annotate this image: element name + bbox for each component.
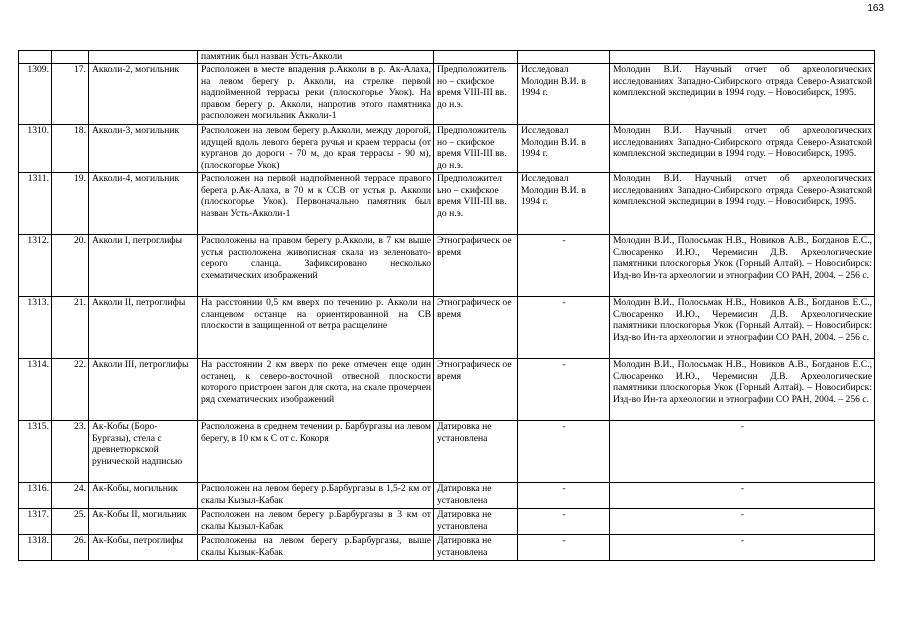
table-row bbox=[19, 483, 875, 509]
monument-name: Акколи III, петроглифы bbox=[89, 359, 198, 421]
monument-literature: - bbox=[610, 509, 875, 535]
row-number: 1316. bbox=[19, 483, 52, 509]
monument-literature: Молодин В.И. Научный отчет об археологических исследованиях Западно-Сибирского отряда Северо-Азиатской комплексной экспедиции в 1994 году. – Новосибирск, 1995. bbox=[610, 173, 875, 235]
monument-name: Акколи-2, могильник bbox=[89, 64, 198, 125]
table-row bbox=[19, 509, 875, 535]
item-number: 24. bbox=[52, 483, 89, 509]
monument-literature: - bbox=[610, 421, 875, 483]
row-number: 1315. bbox=[19, 421, 52, 483]
empty-cell bbox=[610, 51, 875, 64]
monument-location: Расположен в месте впадения р.Акколи в р. Ак-Алаха, на левом берегу р. Акколи, на стрелке первой надпойменной террасы реки (плоскогорье Укок). На правом берегу р. Акколи, напротив этого памятника расположен могильник Акколи-1 bbox=[198, 64, 434, 125]
monument-name: Ак-Кобы, могильник bbox=[89, 483, 198, 509]
row-number: 1314. bbox=[19, 359, 52, 421]
empty-cell bbox=[19, 51, 52, 64]
monument-location: На расстоянии 0,5 км вверх по течению р. Акколи на сланцевом останце на ориентированной на СВ плоскости в защищенной от ветра расщелине bbox=[198, 297, 434, 359]
monument-name: Ак-Кобы (Боро-Бургазы), стела с древнетюркской рунической надписью bbox=[89, 421, 198, 483]
monument-dating: Датировка не установлена bbox=[434, 421, 518, 483]
monument-researcher: - bbox=[518, 235, 610, 297]
monument-researcher: - bbox=[518, 297, 610, 359]
table-row bbox=[19, 173, 875, 235]
item-number: 23. bbox=[52, 421, 89, 483]
row-number: 1309. bbox=[19, 64, 52, 125]
monument-name: Акколи II, петроглифы bbox=[89, 297, 198, 359]
item-number: 17. bbox=[52, 64, 89, 125]
monument-dating: Этнографическ ое время bbox=[434, 359, 518, 421]
monument-dating: Предположитель но – скифское время VIII-III вв. до н.э. bbox=[434, 125, 518, 173]
item-number: 20. bbox=[52, 235, 89, 297]
monument-dating: Этнографическ ое время bbox=[434, 297, 518, 359]
monument-location: Расположены на правом берегу р.Акколи, в 7 км выше устья расположена живописная скала из зеленовато-серого сланца. Зафиксировано несколько схематических изображений bbox=[198, 235, 434, 297]
continuation-text: памятник был назван Усть-Акколи bbox=[198, 51, 434, 64]
table-row bbox=[19, 64, 875, 125]
monument-literature: Молодин В.И., Полосьмак Н.В., Новиков А.В., Богданов Е.С., Слюсаренко И.Ю., Черемисин Д.В. Археологические памятники плоскогорья Укок (Горный Алтай). – Новосибирск: Изд-во Ин-та археологии и этнографии СО РАН, 2004. – 256 с. bbox=[610, 297, 875, 359]
item-number: 26. bbox=[52, 535, 89, 561]
monument-dating: Предположител ьно – скифское время VIII-III вв. до н.э. bbox=[434, 173, 518, 235]
table-row bbox=[19, 359, 875, 421]
row-number: 1317. bbox=[19, 509, 52, 535]
row-number: 1313. bbox=[19, 297, 52, 359]
monument-location: На расстоянии 2 км вверх по реке отмечен еще один останец, к северо-восточной отвесной плоскости которого пристроен загон для скота, на скале прочерчен ряд схематических изображений bbox=[198, 359, 434, 421]
table-row bbox=[19, 535, 875, 561]
monument-location: Расположен на левом берегу р.Барбургазы в 3 км от скалы Кызыл-Кабак bbox=[198, 509, 434, 535]
row-number: 1312. bbox=[19, 235, 52, 297]
monument-literature: Молодин В.И. Научный отчет об археологических исследованиях Западно-Сибирского отряда Северо-Азиатской комплексной экспедиции в 1994 году. – Новосибирск, 1995. bbox=[610, 125, 875, 173]
empty-cell bbox=[434, 51, 518, 64]
item-number: 18. bbox=[52, 125, 89, 173]
monument-researcher: Исследовал Молодин В.И. в 1994 г. bbox=[518, 64, 610, 125]
table-row bbox=[19, 297, 875, 359]
monument-location: Расположены на левом берегу р.Барбургазы, выше скалы Кызык-Кабак bbox=[198, 535, 434, 561]
empty-cell bbox=[518, 51, 610, 64]
monument-location: Расположен на левом берегу р.Барбургазы в 1,5-2 км от скалы Кызыл-Кабак bbox=[198, 483, 434, 509]
row-number: 1310. bbox=[19, 125, 52, 173]
monument-researcher: - bbox=[518, 359, 610, 421]
row-number: 1311. bbox=[19, 173, 52, 235]
empty-cell bbox=[52, 51, 89, 64]
monument-location: Расположен на первой надпойменной террасе правого берега р.Ак-Алаха, в 70 м к ССВ от устья р. Акколи (плоскогорье Укок). Первоначально памятник был назван Усть-Акколи-1 bbox=[198, 173, 434, 235]
row-number: 1318. bbox=[19, 535, 52, 561]
monument-researcher: - bbox=[518, 509, 610, 535]
item-number: 22. bbox=[52, 359, 89, 421]
table-row bbox=[19, 125, 875, 173]
monument-literature: Молодин В.И. Научный отчет об археологических исследованиях Западно-Сибирского отряда Северо-Азиатской комплексной экспедиции в 1994 году. – Новосибирск, 1995. bbox=[610, 64, 875, 125]
table-row bbox=[19, 235, 875, 297]
monument-name: Ак-Кобы II, могильник bbox=[89, 509, 198, 535]
monument-literature: - bbox=[610, 535, 875, 561]
monument-dating: Датировка не установлена bbox=[434, 535, 518, 561]
item-number: 21. bbox=[52, 297, 89, 359]
item-number: 25. bbox=[52, 509, 89, 535]
monument-dating: Этнографическ ое время bbox=[434, 235, 518, 297]
monument-name: Акколи-4, могильник bbox=[89, 173, 198, 235]
monument-location: Расположена в среднем течении р. Барбургазы на левом берегу, в 10 км к С от с. Кокоря bbox=[198, 421, 434, 483]
continuation-row bbox=[19, 51, 875, 64]
monument-researcher: - bbox=[518, 483, 610, 509]
monument-researcher: Исследовал Молодин В.И. в 1994 г. bbox=[518, 125, 610, 173]
monument-location: Расположен на левом берегу р.Акколи, между дорогой, идущей вдоль левого берега ручья и краем террасы (от курганов до дороги - 70 м, до края террасы - 90 м), (плоскогорье Укок) bbox=[198, 125, 434, 173]
table-row bbox=[19, 421, 875, 483]
monument-dating: Датировка не установлена bbox=[434, 483, 518, 509]
item-number: 19. bbox=[52, 173, 89, 235]
monument-dating: Датировка не установлена bbox=[434, 509, 518, 535]
monument-literature: - bbox=[610, 483, 875, 509]
empty-cell bbox=[89, 51, 198, 64]
monument-name: Акколи-3, могильник bbox=[89, 125, 198, 173]
monument-literature: Молодин В.И., Полосьмак Н.В., Новиков А.В., Богданов Е.С., Слюсаренко И.Ю., Черемисин Д.В. Археологические памятники плоскогорья Укок (Горный Алтай). – Новосибирск: Изд-во Ин-та археологии и этнографии СО РАН, 2004. – 256 с. bbox=[610, 359, 875, 421]
monument-researcher: - bbox=[518, 535, 610, 561]
monument-name: Акколи I, петроглифы bbox=[89, 235, 198, 297]
monuments-table bbox=[18, 50, 875, 561]
monument-researcher: - bbox=[518, 421, 610, 483]
monument-literature: Молодин В.И., Полосьмак Н.В., Новиков А.В., Богданов Е.С., Слюсаренко И.Ю., Черемисин Д.В. Археологические памятники плоскогорья Укок (Горный Алтай). – Новосибирск: Изд-во Ин-та археологии и этнографии СО РАН, 2004. – 256 с. bbox=[610, 235, 875, 297]
monument-name: Ак-Кобы, петроглифы bbox=[89, 535, 198, 561]
monument-researcher: Исследовал Молодин В.И. в 1994 г. bbox=[518, 173, 610, 235]
table-body bbox=[19, 51, 875, 561]
page-number: 163 bbox=[867, 3, 884, 14]
monument-dating: Предположитель но – скифское время VIII-III вв. до н.э. bbox=[434, 64, 518, 125]
